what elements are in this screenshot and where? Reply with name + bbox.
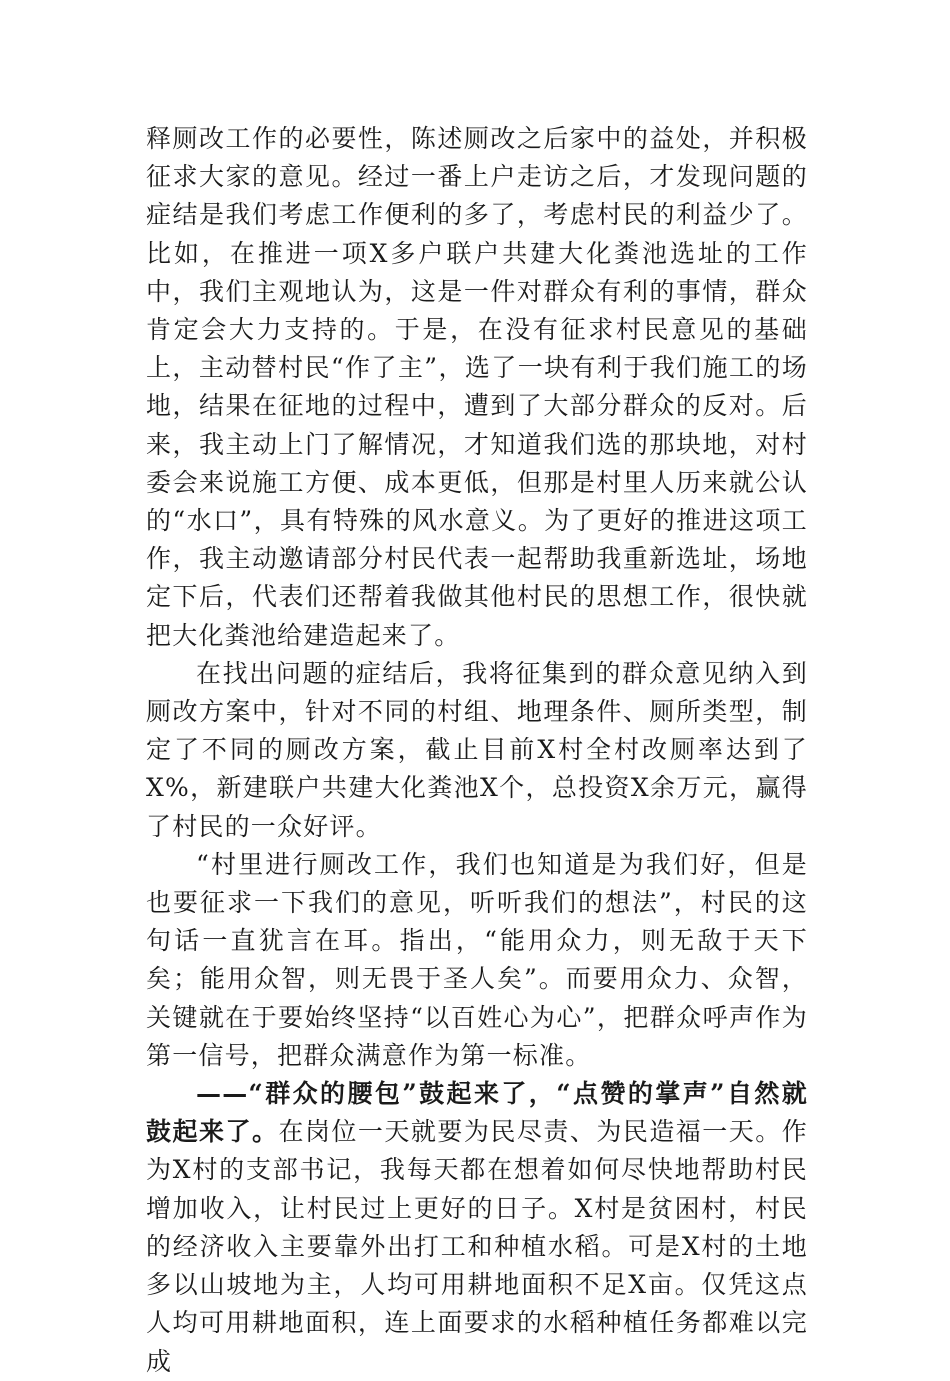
paragraph-4-bold-lead: ——“群众的腰包”鼓起来了，“点赞的掌声”自然就鼓起来了。 [146, 1079, 808, 1147]
document-body [146, 120, 808, 1381]
paragraph-2: 在找出问题的症结后，我将征集到的群众意见纳入到厕改方案中，针对不同的村组、地理条件、厕所类型，制定了不同的厕改方案，截止目前X村全村改厕率达到了X%，新建联户共建大化粪池X个，总投资X余万元，赢得了村民的一众好评。 [146, 658, 808, 841]
paragraph-4 [146, 1075, 808, 1381]
paragraph-4-body: 在岗位一天就要为民尽责、为民造福一天。作为X村的支部书记，我每天都在想着如何尽快地帮助村民增加收入，让村民过上更好的日子。X村是贫困村，村民的经济收入主要靠外出打工和种植水稻。可是X村的土地多以山坡地为主，人均可用耕地面积不足X亩。仅凭这点人均可用耕地面积，连上面要求的水稻种植任务都难以完成 [146, 1117, 808, 1376]
paragraph-1: 释厕改工作的必要性，陈述厕改之后家中的益处，并积极征求大家的意见。经过一番上户走访之后，才发现问题的症结是我们考虑工作便利的多了，考虑村民的利益少了。比如，在推进一项X多户联户共建大化粪池选址的工作中，我们主观地认为，这是一件对群众有利的事情，群众肯定会大力支持的。于是，在没有征求村民意见的基础上，主动替村民“作了主”，选了一块有利于我们施工的场地，结果在征地的过程中，遭到了大部分群众的反对。后来，我主动上门了解情况，才知道我们选的那块地，对村委会来说施工方便、成本更低，但那是村里人历来就公认的“水口”，具有特殊的风水意义。为了更好的推进这项工作，我主动邀请部分村民代表一起帮助我重新选址，场地定下后，代表们还帮着我做其他村民的思想工作，很快就把大化粪池给建造起来了。 [146, 124, 808, 650]
paragraph-3: “村里进行厕改工作，我们也知道是为我们好，但是也要征求一下我们的意见，听听我们的想法”，村民的这句话一直犹言在耳。指出，“能用众力，则无敌于天下矣；能用众智，则无畏于圣人矣”。而要用众力、众智，关键就在于要始终坚持“以百姓心为心”，把群众呼声作为第一信号，把群众满意作为第一标准。 [146, 849, 808, 1070]
